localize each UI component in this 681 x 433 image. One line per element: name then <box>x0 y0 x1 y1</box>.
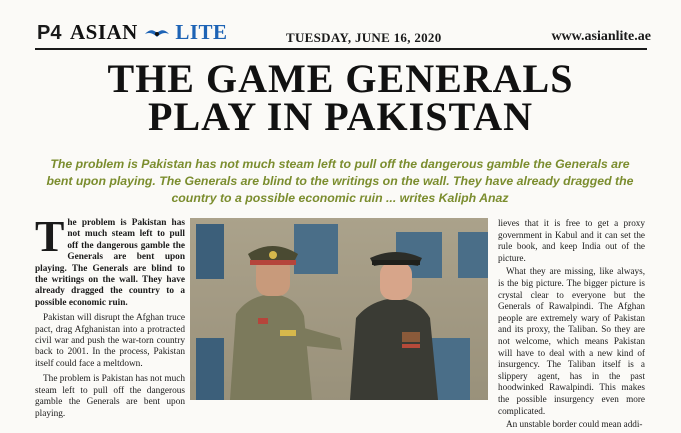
issue-date: TUESDAY, JUNE 16, 2020 <box>286 30 442 45</box>
logo-text-lite: LITE <box>175 20 228 44</box>
headline-line-2: PLAY IN PAKISTAN <box>148 94 533 139</box>
lead-paragraph <box>35 212 185 309</box>
website-url[interactable]: www.asianlite.ae <box>551 29 651 44</box>
eagle-emblem-icon <box>144 27 170 41</box>
headline-line-1: THE GAME GENERALS <box>107 56 574 101</box>
drop-cap: T <box>35 212 65 261</box>
generals-photo-image <box>190 218 488 400</box>
article-photo <box>190 218 488 400</box>
continued-paragraph: lieves that it is free to get a proxy government in Kabul and it can set the rule book, and keep India out of the picture. <box>498 218 645 263</box>
masthead-logo <box>70 20 228 45</box>
logo-text-asian: ASIAN <box>70 20 138 44</box>
article-headline <box>0 56 681 139</box>
article-deck: The problem is Pakistan has not much steam left to pull off the dangerous gamble the Generals are bent upon playing. The Generals are blind to the writings on the wall. They have already dragged the country to a possible economic ruin ... writes Kaliph Anaz <box>46 157 634 205</box>
page-header <box>0 0 681 50</box>
left-column <box>35 212 186 424</box>
lead-text: he problem is Pakistan has not much steam left to pull off the dangerous gamble the Generals are bent upon playing. The Generals are blind to the writings on the wall. They have already dragged the country to a possible economic ruin. <box>35 218 185 308</box>
body-paragraph: An unstable border could mean addi- <box>506 419 643 430</box>
body-paragraph: What they are missing, like always, is the big picture. The bigger picture is crystal clear to everyone but the Generals of Rawalpindi. The Afghan people are extremely wary of Pakistan and its proxy, the Taliban. So they are not welcome, which means Pakistan will have to deal with a new kind of insurgency. The Taliban itself is a slippery agent, has in the past hoodwinked Rawalpindi. This makes the possible insurgency even more complicated. <box>498 266 645 416</box>
body-paragraph: Pakistan will disrupt the Afghan truce pact, drag Afghanistan into a protracted civil war and push the war-torn country back to 2001. In the process, Pakistan itself could face a meltdown. <box>35 313 185 369</box>
page-number: P4 <box>37 22 62 44</box>
header-rule <box>35 48 647 50</box>
right-column <box>498 218 645 433</box>
body-paragraph: The problem is Pakistan has not much steam left to pull off the dangerous gamble the Generals are bent upon playing. <box>35 374 186 419</box>
